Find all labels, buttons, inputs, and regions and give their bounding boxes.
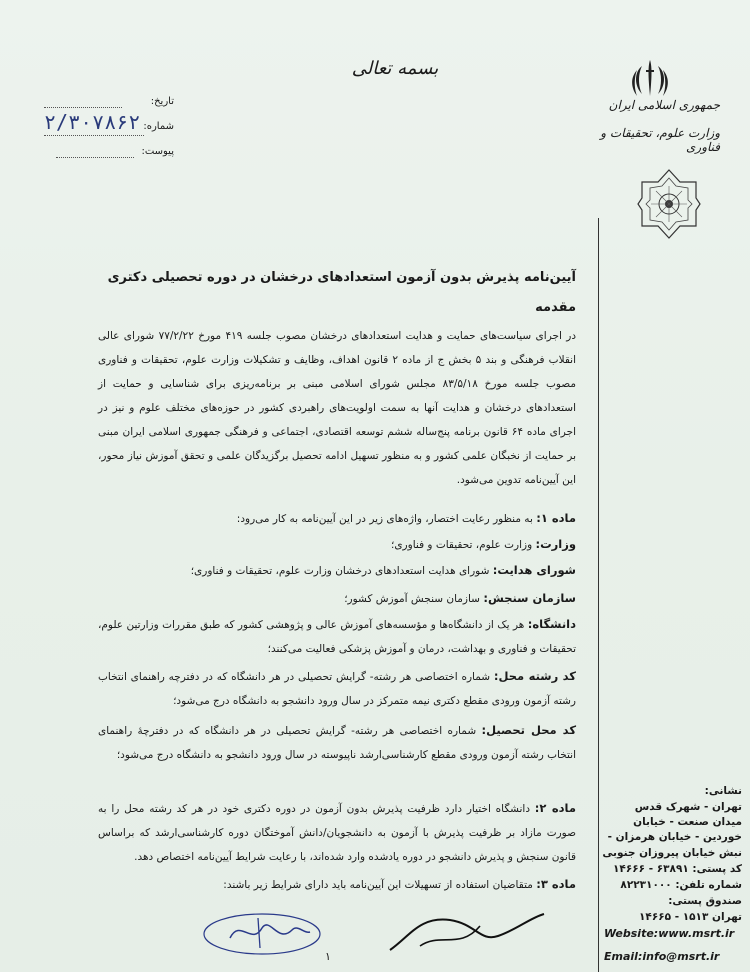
basmala-heading: بسمه تعالی xyxy=(351,58,439,79)
date-field xyxy=(44,106,122,108)
definition-university-text: هر یک از دانشگاه‌ها و مؤسسه‌های آموزش عالی و پژوهشی کشور که طبق مقررات وزارتین علوم، تحقیقات و فناوری و بهداشت، درمان و آموزش پزشکی فعالیت می‌کنند؛ xyxy=(98,619,576,655)
address-line-3: خوردین - خیابان هرمزان - xyxy=(607,831,742,843)
definition-university xyxy=(98,612,576,661)
postal-code: کد پستی: ۶۳۸۹۱ - ۱۴۶۶۶ xyxy=(613,863,742,875)
definition-ministry xyxy=(98,532,576,557)
date-label: تاریخ: xyxy=(150,96,174,107)
number-label: شماره: xyxy=(143,121,174,132)
org-name-line2: وزارت علوم، تحقیقات و فناوری xyxy=(600,126,720,154)
sidebar-divider xyxy=(598,218,599,972)
number-field xyxy=(44,134,144,136)
pobox-value: تهران ۱۵۱۳ - ۱۴۶۶۵ xyxy=(639,911,742,923)
definition-ministry-text: وزارت علوم، تحقیقات و فناوری؛ xyxy=(391,539,533,551)
address-label: نشانی: xyxy=(704,785,742,797)
definition-council xyxy=(98,558,576,583)
definition-study-code-text: شماره اختصاصی هر رشته- گرایش تحصیلی در هر دانشگاه که در دفترچهٔ راهنمای انتخاب رشته آزمون ورودی مقطع کارشناسی‌ارشد ناپیوسته در سال ورود دانشجو به دانشگاه درج می‌شود؛ xyxy=(98,725,576,761)
article-2-text: دانشگاه اختیار دارد ظرفیت پذیرش بدون آزمون در دوره دکتری خود در هر کد رشته محل را به صورت مازاد بر ظرفیت پذیرش با آزمون به دانشجویان/دانش آموختگان دوره کارشناسی‌ارشد که براساس قانون سنجش و پذیرش دانشجو در دوره یادشده وارد شده‌اند، با رعایت شرایط آیین‌نامه اختصاص دهد. xyxy=(98,803,576,863)
attachment-label: پیوست: xyxy=(141,146,174,157)
article-3-text: متقاضیان استفاده از تسهیلات این آیین‌نامه باید دارای شرایط زیر باشند: xyxy=(223,879,533,891)
org-name-line1: جمهوری اسلامی ایران xyxy=(608,98,720,112)
definition-field-code-text: شماره اختصاصی هر رشته- گرایش تحصیلی در هر دانشگاه که در دفترچه راهنمای انتخاب رشته آزمون ورودی مقطع دکتری نیمه متمرکز در سال ورود دانشجو به دانشگاه درج می‌شود؛ xyxy=(98,671,576,707)
definition-council-text: شورای هدایت استعدادهای درخشان وزارت علوم، تحقیقات و فناوری؛ xyxy=(190,565,490,577)
definition-ministry-label: وزارت: xyxy=(535,537,576,551)
article-1-text: به منظور رعایت اختصار، واژه‌های زیر در این آیین‌نامه به کار می‌رود: xyxy=(236,513,533,525)
article-3-label: ماده ۳: xyxy=(536,877,576,891)
document-title: آیین‌نامه پذیرش بدون آزمون استعدادهای درخشان در دوره تحصیلی دکتری xyxy=(107,270,576,285)
email-link[interactable]: Email:info@msrt.ir xyxy=(604,950,720,963)
attachment-field xyxy=(56,156,134,158)
definition-organization-label: سازمان سنجش: xyxy=(483,591,576,605)
article-1-label: ماده ۱: xyxy=(536,511,576,525)
page-number: ۱ xyxy=(325,950,331,963)
pobox-label: صندوق پستی: xyxy=(668,895,742,907)
address-line-1: تهران - شهرک قدس xyxy=(634,801,742,813)
address-line-2: میدان صنعت - خیابان xyxy=(633,816,742,828)
intro-paragraph: در اجرای سیاست‌های حمایت و هدایت استعدادهای درخشان مصوب جلسه ۴۱۹ مورخ ۷۷/۲/۲۲ شورای عالی انقلاب فرهنگی و بند ۵ بخش ج از ماده ۲ قانون اهداف، وظایف و تشکیلات وزارت علوم، تحقیقات و فناوری مصوب جلسه مورخ ۸۳/۵/۱۸ مجلس شورای اسلامی مبنی بر برنامه‌ریزی برای شناسایی و حمایت از استعدادهای درخشان و هدایت آنها به سمت اولویت‌های راهبردی کشور در حوزه‌های مختلف علوم و نیز در اجرای ماده ۶۴ قانون برنامه پنج‌ساله ششم توسعه اقتصادی، اجتماعی و فرهنگی جمهوری اسلامی ایران مبنی بر حمایت از نخبگان علمی کشور و به منظور تسهیل ادامه تحصیل برگزیدگان علمی و تحقق آموزش نیاز محور، این آیین‌نامه تدوین می‌شود. xyxy=(98,330,576,486)
website-link[interactable]: Website:www.msrt.ir xyxy=(604,927,735,940)
ornament-icon xyxy=(636,168,702,240)
letter-number-value: ۲/۳۰۷۸۶۲ xyxy=(44,110,141,134)
definition-study-code-label: کد محل تحصیل: xyxy=(481,723,577,737)
signature-left xyxy=(200,904,330,960)
definition-council-label: شورای هدایت: xyxy=(492,563,576,577)
iran-emblem-icon xyxy=(628,56,672,102)
intro-heading: مقدمه xyxy=(535,300,576,315)
article-2 xyxy=(98,796,576,869)
article-2-label: ماده ۲: xyxy=(534,801,576,815)
article-3 xyxy=(98,872,576,897)
signature-right xyxy=(380,906,550,960)
definition-organization-text: سازمان سنجش آموزش کشور؛ xyxy=(344,593,480,605)
definition-field-code xyxy=(98,664,576,713)
definition-field-code-label: کد رشته محل: xyxy=(493,669,576,683)
definition-university-label: دانشگاه: xyxy=(527,617,576,631)
definition-organization xyxy=(98,586,576,611)
article-1 xyxy=(98,506,576,531)
definition-study-code xyxy=(98,718,576,767)
address-line-4: نبش خیابان پیروزان جنوبی xyxy=(602,847,742,859)
phone-number: شماره تلفن: ۸۲۲۳۱۰۰۰ xyxy=(620,879,742,891)
